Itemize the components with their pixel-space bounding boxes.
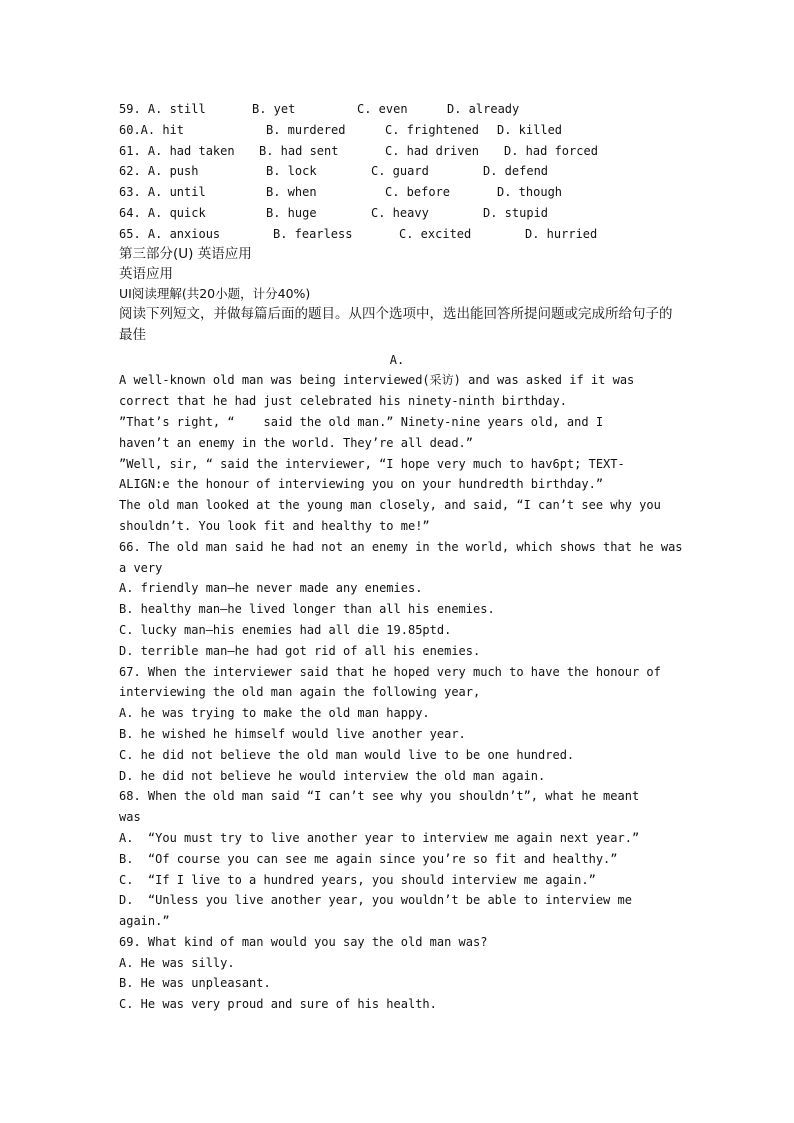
- passage: [119, 370, 675, 536]
- answer-option: D. he did not believe he would interview the old man again.: [119, 768, 546, 783]
- answer-option: A. friendly man—he never made any enemies.: [119, 581, 423, 596]
- question-stem: 68. When the old man said “I can’t see why you shouldn’t”, what he meant: [119, 789, 640, 804]
- question-stem: 66. The old man said he had not an enemy in the world, which shows that he was: [119, 539, 683, 554]
- section-subtitle: 英语应用: [119, 265, 173, 282]
- option-c: C. heavy: [371, 205, 429, 220]
- answer-option: C. he did not believe the old man would live to be one hundred.: [119, 747, 575, 762]
- option-a: 61. A. had taken: [119, 143, 235, 158]
- option-b: B. lock: [266, 164, 317, 179]
- cloze-row-65: [119, 224, 675, 245]
- option-c: C. frightened: [385, 122, 479, 137]
- reading-title: UI阅读理解(共20小题，计分40%): [119, 285, 311, 301]
- answer-option: C. “If I live to a hundred years, you should interview me again.”: [119, 872, 596, 887]
- option-a: 59. A. still: [119, 102, 206, 116]
- option-b: B. had sent: [259, 143, 339, 158]
- option-b: B. yet: [252, 102, 296, 116]
- document-content: [119, 99, 683, 1015]
- option-b: B. fearless: [273, 226, 353, 241]
- cloze-row-59: [119, 99, 675, 120]
- option-c: C. excited: [399, 226, 472, 241]
- answer-option: D. terrible man—he had got rid of all his enemies.: [119, 643, 481, 658]
- question-stem: interviewing the old man again the following year,: [119, 685, 481, 700]
- passage-line: haven’t an enemy in the world. They’re all dead.”: [119, 435, 474, 450]
- question-stem: 69. What kind of man would you say the old man was?: [119, 934, 488, 949]
- cloze-row-63: [119, 182, 675, 203]
- passage-line: correct that he had just celebrated his ninety-ninth birthday.: [119, 394, 567, 409]
- option-c: C. before: [385, 185, 451, 200]
- option-d: D. already: [447, 102, 520, 116]
- option-d: D. killed: [497, 122, 563, 137]
- option-a: 65. A. anxious: [119, 226, 221, 241]
- question-67: [119, 662, 675, 787]
- answer-option: A. “You must try to live another year to interview me again next year.”: [119, 830, 640, 845]
- option-a: 60.A. hit: [119, 122, 185, 137]
- answer-option: D. “Unless you live another year, you wouldn’t be able to interview me: [119, 893, 632, 908]
- question-66: [119, 537, 683, 662]
- passage-line: ”That’s right, “ said the old man.” Ninety-nine years old, and I: [119, 414, 604, 429]
- passage-label: A.: [389, 352, 405, 367]
- option-c: C. guard: [371, 164, 429, 179]
- passage-line: shouldn’t. You look fit and healthy to me!”: [119, 518, 430, 533]
- part-title: 第三部分(U) 英语应用: [119, 245, 252, 262]
- option-a: 63. A. until: [119, 185, 206, 200]
- option-a: 62. A. push: [119, 164, 199, 179]
- passage-line: ”Well, sir, “ said the interviewer, “I hope very much to hav6pt; TEXT-: [119, 456, 625, 471]
- cloze-row-61: [119, 141, 675, 162]
- answer-option: B. he wished he himself would live another year.: [119, 726, 466, 741]
- cloze-row-62: [119, 161, 675, 182]
- answer-option: C. He was very proud and sure of his health.: [119, 997, 437, 1012]
- question-68: [119, 786, 675, 932]
- question-stem: 67. When the interviewer said that he hoped very much to have the honour of: [119, 664, 661, 679]
- question-stem: a very: [119, 560, 163, 575]
- passage-line: ALIGN:e the honour of interviewing you on your hundredth birthday.”: [119, 477, 604, 492]
- option-d: D. defend: [483, 164, 549, 179]
- answer-option: A. He was silly.: [119, 955, 235, 970]
- passage-line: A well-known old man was being interviewed(采访) and was asked if it was: [119, 373, 635, 388]
- passage-line: The old man looked at the young man closely, and said, “I can’t see why you: [119, 498, 661, 513]
- option-b: B. when: [266, 185, 317, 200]
- question-stem: was: [119, 810, 141, 825]
- answer-option: A. he was trying to make the old man happy.: [119, 706, 430, 721]
- question-69: [119, 932, 675, 1015]
- option-c: C. had driven: [385, 143, 479, 158]
- option-c: C. even: [357, 102, 408, 116]
- answer-option: B. “Of course you can see me again since you’re so fit and healthy.”: [119, 851, 618, 866]
- answer-option: B. healthy man—he lived longer than all his enemies.: [119, 602, 495, 617]
- option-b: B. murdered: [266, 122, 346, 137]
- option-b: B. huge: [266, 205, 317, 220]
- option-a: 64. A. quick: [119, 205, 206, 220]
- option-d: D. stupid: [483, 205, 549, 220]
- option-d: D. had forced: [504, 143, 598, 158]
- option-d: D. hurried: [525, 226, 598, 241]
- option-d: D. though: [497, 185, 563, 200]
- answer-option: C. lucky man—his enemies had all die 19.85ptd.: [119, 622, 452, 637]
- cloze-row-60: [119, 120, 675, 141]
- cloze-row-64: [119, 203, 675, 224]
- answer-option: again.”: [119, 914, 170, 929]
- cloze-options: [119, 99, 675, 245]
- instructions: 阅读下列短文，并做每篇后面的题目。从四个选项中，选出能回答所提问题或完成所给句子的最佳: [119, 305, 673, 343]
- answer-option: B. He was unpleasant.: [119, 976, 271, 991]
